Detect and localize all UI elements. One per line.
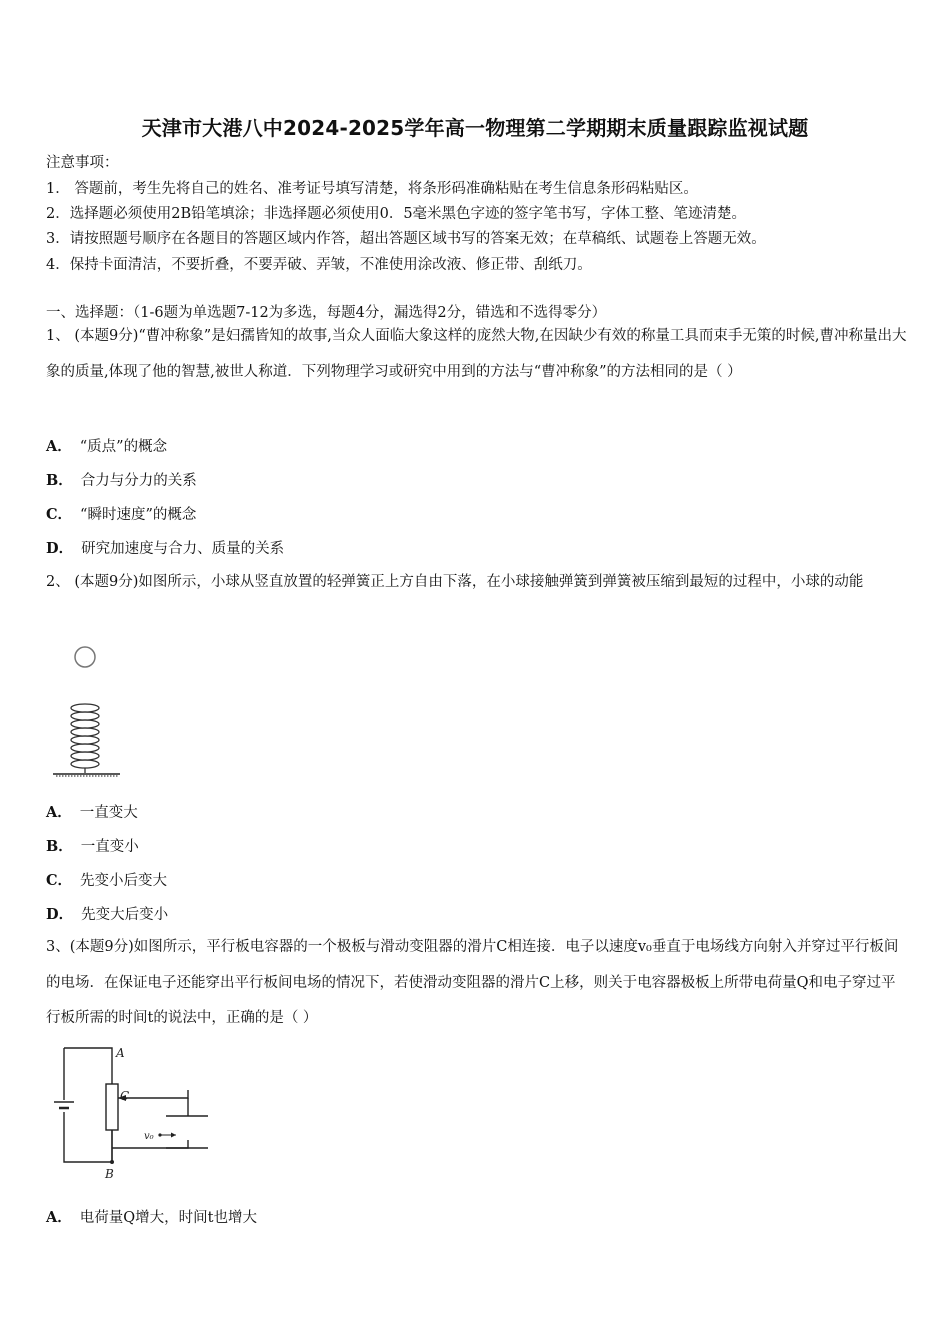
- option-text: “质点”的概念: [79, 439, 168, 455]
- option-text: 一直变大: [79, 805, 138, 821]
- circuit-figure: [48, 1040, 218, 1182]
- notice-item: 4．保持卡面清洁，不要折叠，不要弄破、弄皱，不准使用涂改液、修正带、刮纸刀。: [46, 257, 592, 273]
- option-text: 先变小后变大: [80, 873, 168, 889]
- question-1-option-d: [46, 537, 284, 558]
- option-text: 电荷量Q增大，时间t也增大: [79, 1210, 257, 1226]
- section-heading: 一、选择题：（1-6题为单选题7-12为多选，每题4分，漏选得2分，错选和不选得零分）: [46, 305, 607, 321]
- option-letter: C．: [46, 872, 73, 889]
- option-letter: A．: [46, 1209, 72, 1226]
- option-letter: D．: [46, 540, 74, 557]
- velocity-arrow-icon: [158, 1133, 176, 1138]
- option-letter: D．: [46, 906, 74, 923]
- ball-icon: [75, 647, 95, 667]
- spring-icon: [71, 704, 99, 773]
- option-text: 先变大后变小: [81, 907, 169, 923]
- question-2-option-d: [46, 903, 168, 924]
- question-2-option-b: [46, 835, 139, 856]
- rheostat-icon: [106, 1084, 118, 1130]
- ground-icon: [53, 774, 120, 776]
- battery-icon: [54, 1102, 74, 1108]
- question-2-option-c: [46, 869, 167, 890]
- label-v0: v₀: [144, 1131, 154, 1142]
- option-text: 一直变小: [80, 839, 139, 855]
- option-letter: A．: [46, 804, 72, 821]
- notice-heading: 注意事项：: [46, 155, 119, 171]
- label-b: B: [105, 1167, 114, 1181]
- question-2-option-a: [46, 801, 138, 822]
- notice-item: 3．请按照题号顺序在各题目的答题区域内作答，超出答题区域书写的答案无效；在草稿纸、试题卷上答题无效。: [46, 231, 766, 247]
- question-1-stem: 1、 (本题9分)“曹冲称象”是妇孺皆知的故事,当众人面临大象这样的庞然大物,在因缺少有效的称量工具而束手无策的时候,曹冲称量出大象的质量,体现了他的智慧,被世人称道．下列物理学习或研究中用到的方法与“曹冲称象”的方法相同的是（ ）: [46, 328, 907, 380]
- question-1-option-b: [46, 469, 197, 490]
- notice-item: 1． 答题前，考生先将自己的姓名、准考证号填写清楚，将条形码准确粘贴在考生信息条形码粘贴区。: [46, 181, 698, 197]
- option-letter: A．: [46, 438, 72, 455]
- notice-item: 2．选择题必须使用2B铅笔填涂；非选择题必须使用0．5毫米黑色字迹的签字笔书写，字体工整、笔迹清楚。: [46, 206, 747, 222]
- option-letter: C．: [46, 506, 73, 523]
- option-text: “瞬时速度”的概念: [80, 507, 197, 523]
- page-title: 天津市大港八中2024-2025学年高一物理第二学期期末质量跟踪监视试题: [141, 116, 809, 140]
- question-3-stem: 3、(本题9分)如图所示，平行板电容器的一个极板与滑动变阻器的滑片C相连接．电子以速度v₀垂直于电场线方向射入并穿过平行板间的电场．在保证电子还能穿出平行板间电场的情况下，若使滑动变阻器的滑片C上移，则关于电容器极板上所带电荷量Q和电子穿过平行板所需的时间t的说法中，正确的是（ ）: [46, 939, 899, 1026]
- question-1-option-c: [46, 503, 196, 524]
- label-c: C: [120, 1089, 130, 1103]
- question-3-option-a: [46, 1206, 257, 1227]
- option-letter: B．: [46, 838, 73, 855]
- option-text: 合力与分力的关系: [80, 473, 197, 489]
- label-a: A: [116, 1046, 125, 1060]
- spring-figure: [50, 642, 130, 782]
- option-letter: B．: [46, 472, 73, 489]
- node-dot-icon: [110, 1160, 114, 1164]
- question-1-option-a: [46, 435, 167, 456]
- circuit-wires: [64, 1048, 188, 1162]
- question-2-stem: 2、 (本题9分)如图所示，小球从竖直放置的轻弹簧正上方自由下落，在小球接触弹簧到弹簧被压缩到最短的过程中，小球的动能: [46, 574, 864, 590]
- option-text: 研究加速度与合力、质量的关系: [81, 541, 285, 557]
- capacitor-icon: [166, 1098, 208, 1148]
